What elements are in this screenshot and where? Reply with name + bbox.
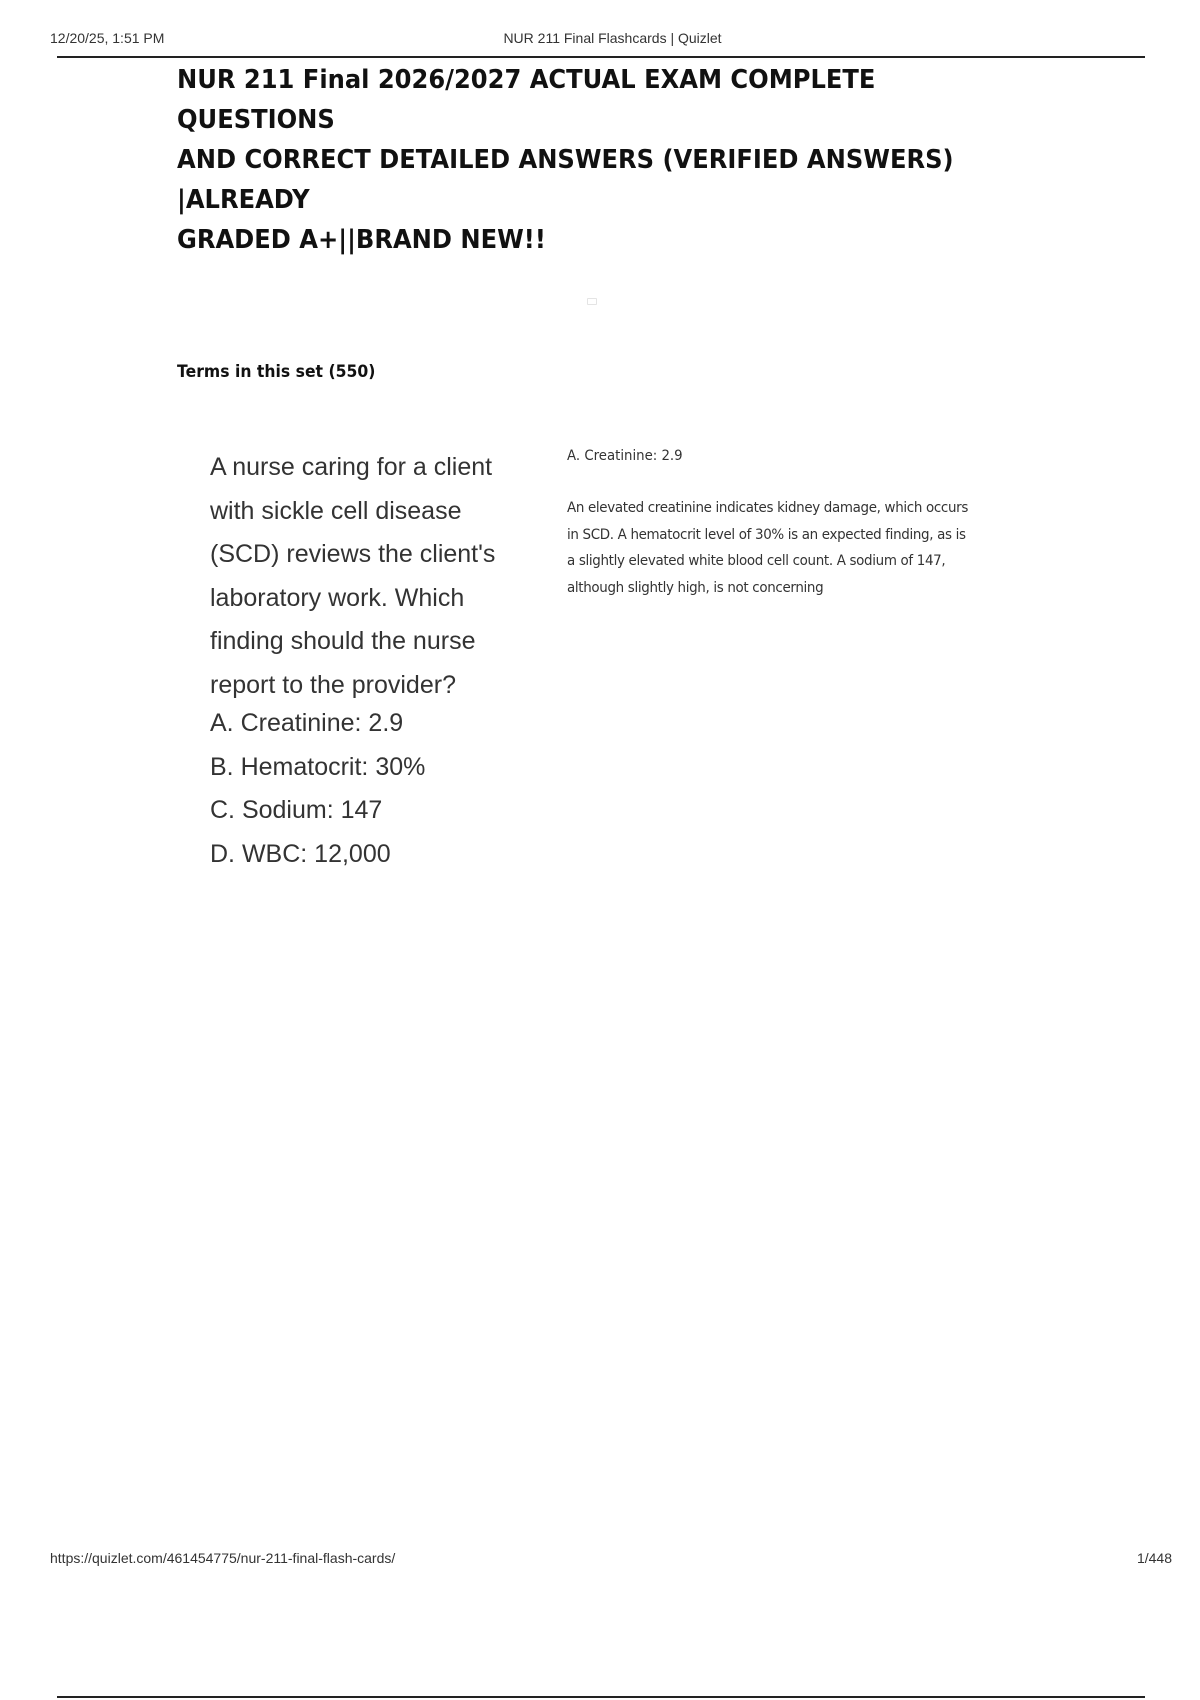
document-title-line: GRADED A+||BRAND NEW!! (177, 225, 546, 255)
rationale-line: An elevated creatinine indicates kidney damage, which occurs (567, 500, 969, 516)
rationale-line: a slightly elevated white blood cell count. A sodium of 147, (567, 553, 946, 569)
flashcard-answer (567, 446, 1037, 601)
document-title-line: NUR 211 Final 2026/2027 ACTUAL EXAM COMPLETE QUESTIONS (177, 65, 876, 135)
answer-rationale (567, 495, 1018, 601)
question-line: laboratory work. Which (210, 583, 465, 612)
question-line: (SCD) reviews the client's (210, 540, 496, 568)
print-datetime: 12/20/25, 1:51 PM (50, 30, 165, 46)
rationale-line: although slightly high, is not concerning (567, 579, 824, 596)
print-header (50, 30, 1150, 50)
page-url: https://quizlet.com/461454775/nur-211-final-flash-cards/ (50, 1550, 396, 1566)
answer-options (210, 702, 425, 876)
flashcard-question (210, 446, 530, 707)
page-number: 1/448 (1136, 1550, 1172, 1566)
rationale-line: in SCD. A hematocrit level of 30% is an expected finding, as is (567, 526, 966, 543)
terms-count: Terms in this set (550) (177, 362, 376, 382)
correct-answer: A. Creatinine: 2.9 (567, 448, 683, 464)
document-title-line: AND CORRECT DETAILED ANSWERS (VERIFIED ANSWERS) |ALREADY (177, 145, 954, 215)
option-item: D. WBC: 12,000 (210, 839, 391, 868)
print-page-title: NUR 211 Final Flashcards | Quizlet (503, 30, 722, 46)
question-line: report to the provider? (210, 670, 456, 699)
question-line: with sickle cell disease (210, 496, 462, 525)
question-line: finding should the nurse (210, 627, 476, 655)
document-title (177, 60, 1014, 260)
faint-mark (587, 298, 597, 305)
option-item: A. Creatinine: 2.9 (210, 709, 404, 737)
question-line: A nurse caring for a client (210, 453, 493, 481)
option-item: B. Hematocrit: 30% (210, 752, 426, 781)
print-footer (50, 1550, 1172, 1570)
top-divider (57, 56, 1145, 58)
bottom-divider (57, 1696, 1145, 1698)
option-item: C. Sodium: 147 (210, 796, 383, 824)
